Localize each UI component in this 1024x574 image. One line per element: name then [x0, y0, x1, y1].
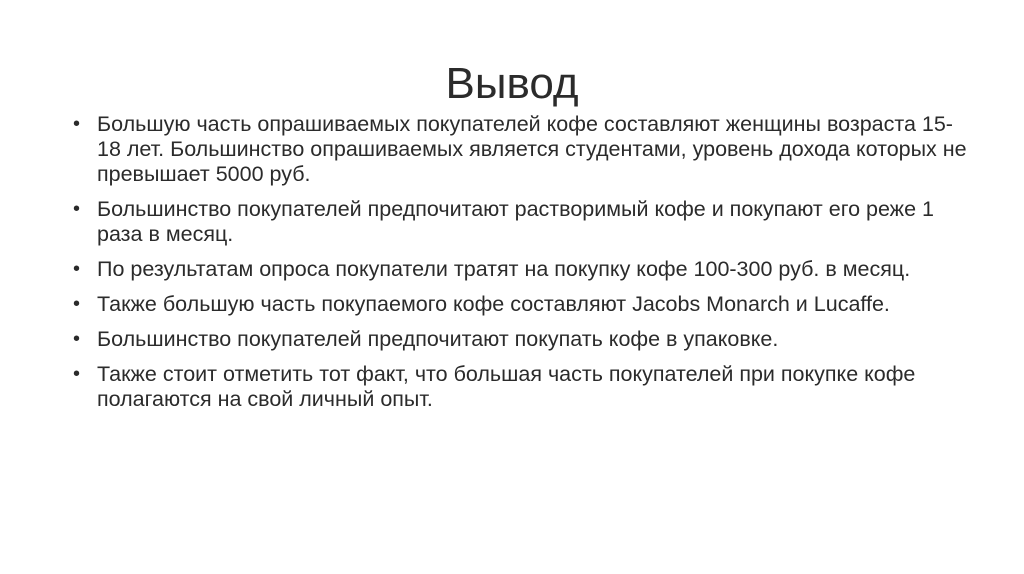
bullet-item [70, 327, 970, 352]
bullet-text: Также большую часть покупаемого кофе составляют Jacobs Monarch и Lucaffe. [97, 292, 890, 316]
bullet-item [70, 112, 970, 187]
bullet-text: По результатам опроса покупатели тратят на покупку кофе 100-300 руб. в месяц. [97, 257, 911, 281]
bullet-marker: • [73, 328, 81, 350]
bullet-text: Большинство покупателей предпочитают растворимый кофе и покупают его реже 1 раза в месяц. [97, 197, 934, 246]
bullet-marker: • [73, 293, 81, 315]
bullet-marker: • [73, 113, 81, 135]
bullet-text: Большую часть опрашиваемых покупателей кофе составляют женщины возраста 15-18 лет. Большинство опрашиваемых является студентами, уровень дохода которых не превышает 5000 руб. [97, 112, 967, 186]
bullet-item [70, 257, 970, 282]
bullet-item [70, 197, 970, 247]
bullet-text: Также стоит отметить тот факт, что большая часть покупателей при покупке кофе полагаются на свой личный опыт. [97, 362, 916, 411]
bullet-text: Большинство покупателей предпочитают покупать кофе в упаковке. [97, 327, 779, 351]
bullet-marker: • [73, 258, 81, 280]
bullet-marker: • [73, 363, 81, 385]
bullet-item [70, 362, 970, 412]
bullet-list [70, 112, 970, 422]
bullet-marker: • [73, 198, 81, 220]
slide-title: Вывод [445, 59, 579, 108]
bullet-item [70, 292, 970, 317]
